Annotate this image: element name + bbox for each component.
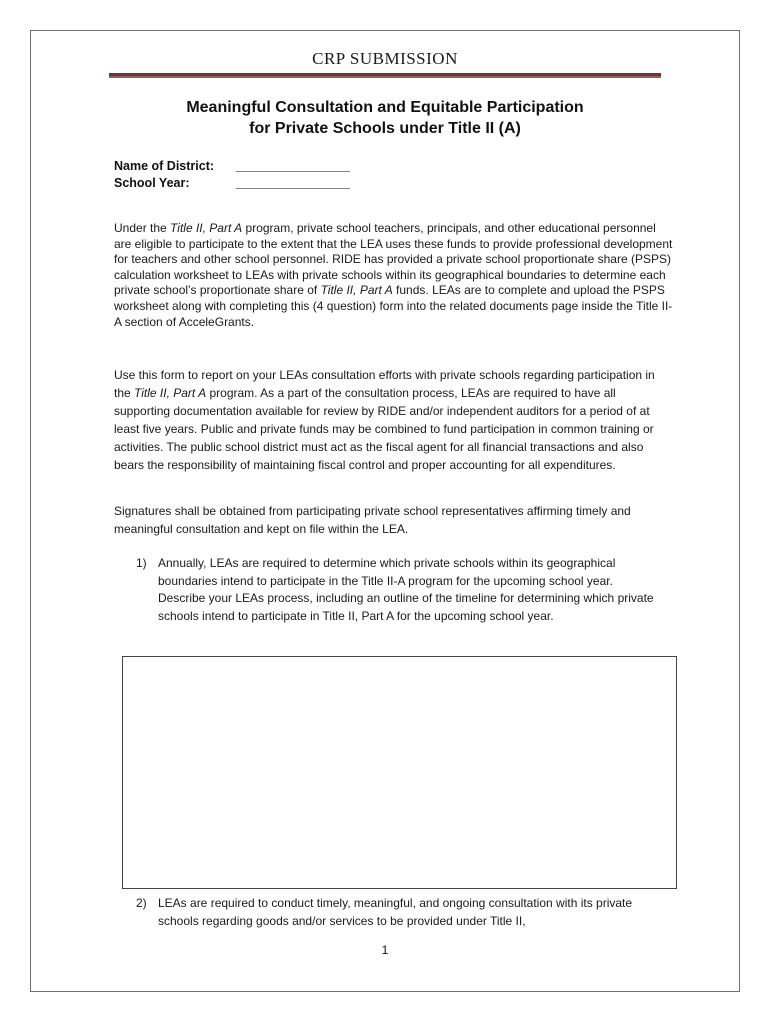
district-field[interactable]: ___________________	[236, 159, 350, 173]
usage-program-name: Title II, Part A	[134, 386, 207, 400]
intro-program-name-1: Title II, Part A	[170, 221, 243, 235]
usage-text-1: Use this form to report on your LEAs consultation efforts with private schools regarding participation in the	[114, 368, 655, 400]
page-number: 1	[381, 943, 389, 957]
usage-paragraph	[114, 366, 674, 474]
header-divider	[109, 73, 661, 78]
document-title-line-2: for Private Schools under Title II (A)	[249, 120, 521, 137]
district-field-row	[114, 158, 349, 175]
school-year-label: School Year:	[114, 176, 190, 190]
header-title: CRP SUBMISSION	[312, 49, 458, 68]
school-year-field[interactable]: ___________________	[236, 176, 350, 190]
intro-text-2: program, private school teachers, principals, and other educational personnel are eligible to participate to the extent that the LEA uses these funds to provide professional development for teachers and other school personnel. RIDE has provided a private school proportionate share (PSPS) calculation worksheet to LEAs with private schools within its geographical boundaries to determine each private school’s proportionate share of	[114, 221, 673, 298]
school-year-field-row	[114, 175, 349, 192]
question-2	[136, 895, 656, 930]
question-2-number: 2)	[136, 896, 147, 910]
question-1-answer-box[interactable]	[122, 656, 677, 889]
signatures-paragraph: Signatures shall be obtained from participating private school representatives affirming timely and meaningful consultation and kept on file within the LEA.	[114, 504, 631, 536]
question-2-text: LEAs are required to conduct timely, meaningful, and ongoing consultation with its private schools regarding goods and/or services to be provided under Title II,	[158, 896, 633, 928]
question-1-text: Annually, LEAs are required to determine which private schools within its geographical boundaries intend to participate in the Title II-A program for the upcoming school year. Describe your LEAs process, including an outline of the timeline for determining which private schools intend to participate in Title II, Part A for the upcoming school year.	[158, 556, 654, 623]
intro-text-1: Under the	[114, 221, 171, 235]
question-1	[136, 555, 656, 625]
intro-paragraph	[114, 221, 674, 330]
document-page	[30, 30, 740, 992]
intro-text-3: funds. LEAs are to complete and upload the PSPS worksheet along with completing this (4 question) form into the related documents page inside the Title II-A section of AcceleGrants.	[114, 283, 673, 329]
intro-program-name-2: Title II, Part A	[320, 283, 393, 298]
document-title	[31, 97, 739, 139]
question-1-number: 1)	[136, 556, 147, 570]
header-fields	[114, 158, 349, 192]
usage-text-2: program. As a part of the consultation process, LEAs are required to have all supporting documentation available for review by RIDE and/or independent auditors for a period of at least five years. Public and private funds may be combined to fund participation in common training or activities. The public school district must act as the fiscal agent for all financial transactions and also bears the responsibility of maintaining fiscal control and proper accounting for all expenditures.	[114, 386, 654, 472]
document-title-line-1: Meaningful Consultation and Equitable Participation	[186, 99, 584, 116]
district-label: Name of District:	[114, 159, 215, 173]
